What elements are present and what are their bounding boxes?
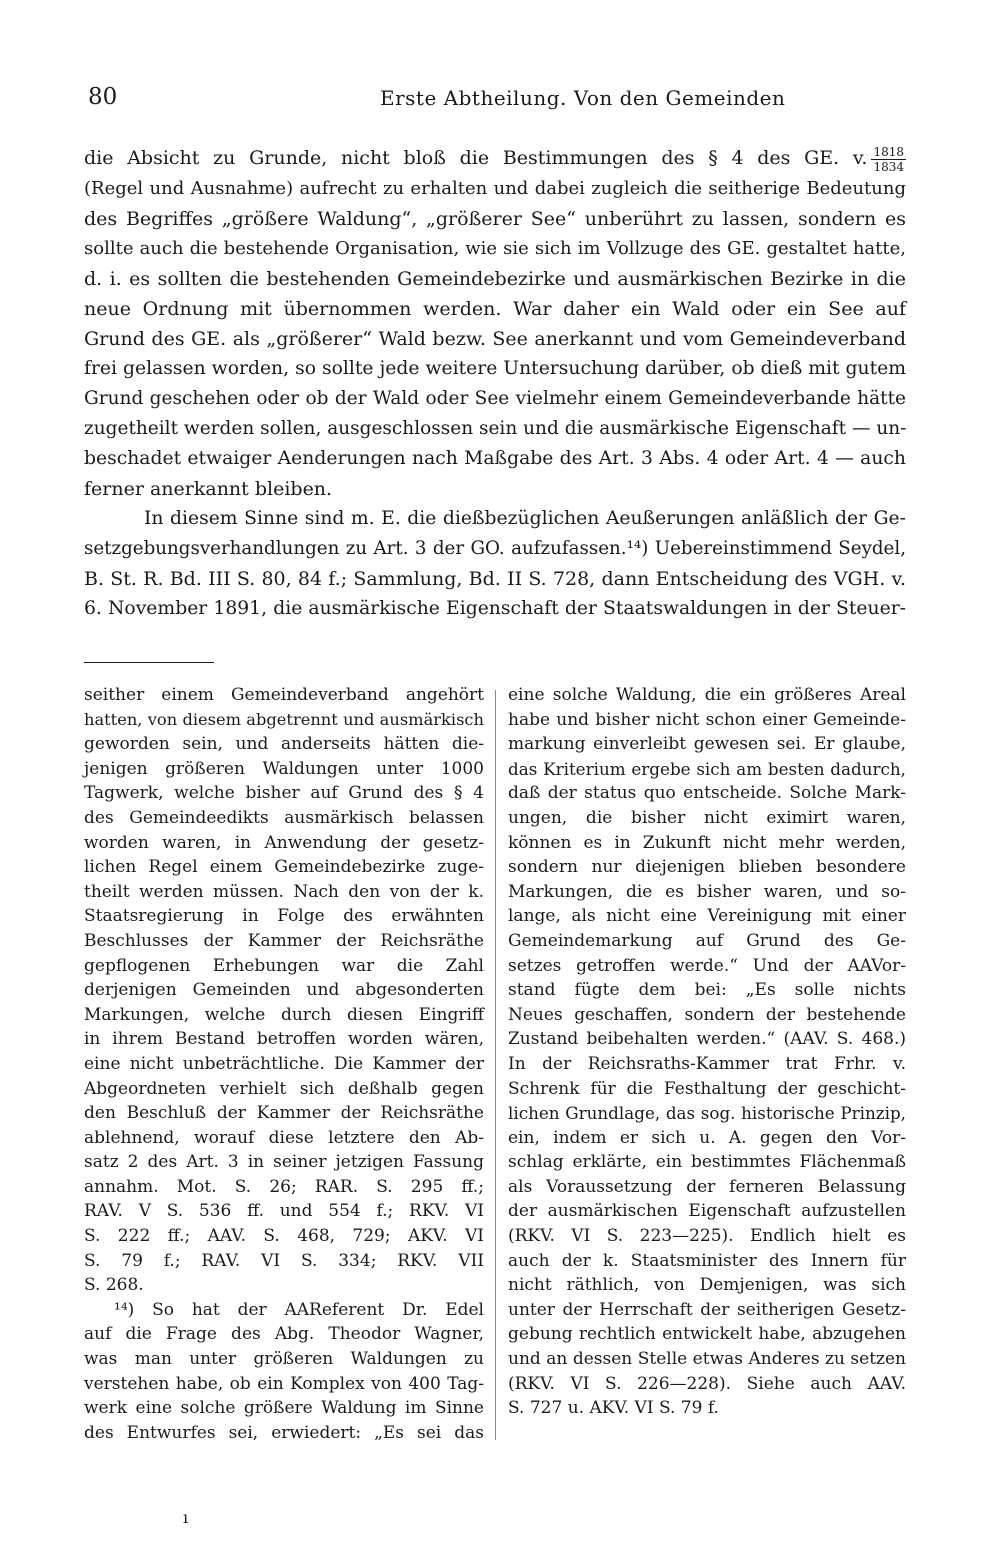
text-line: [84, 143, 906, 174]
text-line: neue Ordnung mit übernommen werden. War daher ein Wald oder ein See auf: [84, 297, 906, 320]
footnote-line: lange, als nicht eine Vereinigung mit einer: [508, 906, 906, 927]
footnote-column-right: [508, 683, 906, 1421]
footnote-line: unter der Herrschaft der seitherigen Gesetz-: [508, 1299, 906, 1320]
footnote-line: eine nicht unbeträchtliche. Die Kammer der: [84, 1053, 484, 1074]
footnote-line: S. 222 ff.; AAV. S. 468, 729; AKV. VI: [84, 1226, 484, 1247]
text-line: setzgebungsverhandlungen zu Art. 3 der GO. aufzufassen.¹⁴) Uebereinstimmend Seydel,: [84, 537, 906, 559]
footnote-line: den Beschluß der Kammer der Reichsräthe: [84, 1103, 484, 1124]
footnote-line: verstehen habe, ob ein Komplex von 400 Tag-: [84, 1373, 484, 1394]
footnote-line: des Gemeindeedikts ausmärkisch belassen: [84, 807, 484, 828]
text-line: B. St. R. Bd. III S. 80, 84 f.; Sammlung, Bd. II S. 728, dann Entscheidung des VGH. v.: [84, 567, 906, 590]
footnote-line: habe und bisher nicht schon einer Gemeinde-: [508, 709, 906, 730]
footnote-line: Tagwerk, welche bisher auf Grund des § 4: [84, 783, 484, 804]
footnote-line: nicht räthlich, von Demjenigen, was sich: [508, 1275, 906, 1296]
text-line-content: die Absicht zu Grunde, nicht bloß die Bestimmungen des § 4 des GE. v.: [84, 147, 868, 169]
column-divider: [495, 690, 496, 1440]
footnote-line: hatten, von diesem abgetrennt und ausmärkisch: [84, 709, 484, 729]
text-line: (Regel und Ausnahme) aufrecht zu erhalten und dabei zugleich die seitherige Bedeutung: [84, 177, 906, 199]
footnote-line: Neues geschaffen, sondern der bestehende: [508, 1004, 906, 1025]
footnote-line: und an dessen Stelle etwas Anderes zu setzen: [508, 1349, 906, 1370]
footnote-line: annahm. Mot. S. 26; RAR. S. 295 ff.;: [84, 1176, 484, 1197]
footnote-line: auf die Frage des Abg. Theodor Wagner,: [84, 1324, 484, 1345]
page-number: 80: [88, 84, 118, 110]
footnote-line: können es in Zukunft nicht mehr werden,: [508, 832, 906, 853]
footnote-line: In der Reichsraths-Kammer trat Frhr. v.: [508, 1053, 906, 1074]
running-title: Erste Abtheilung. Von den Gemeinden: [380, 86, 786, 110]
footnote-line: werk eine solche größere Waldung im Sinne: [84, 1398, 484, 1419]
footnote-line: schlag erklärte, ein bestimmtes Flächenmaß: [508, 1152, 906, 1173]
fraction-numerator: 1818: [873, 144, 904, 159]
text-line: frei gelassen worden, so sollte jede weitere Untersuchung darüber, ob dieß mit gutem: [84, 357, 906, 379]
footnote-line: markung einverleibt gewesen sei. Er glaube,: [508, 734, 906, 755]
footnote-line: des Entwurfes sei, erwiedert: „Es sei das: [84, 1422, 484, 1443]
text-line: des Begriffes „größere Waldung“, „größerer See“ unberührt zu lassen, sondern es: [84, 207, 906, 230]
footnote-line: setzes getroffen werde.“ Und der AAVor-: [508, 955, 906, 976]
text-line: Grund des GE. als „größerer“ Wald bezw. See anerkannt und vom Gemeindeverband: [84, 327, 906, 350]
footnote-line: ein, indem er sich u. A. gegen den Vor-: [508, 1127, 906, 1148]
footnote-line: Zustand beibehalten werden.“ (AAV. S. 468.): [508, 1029, 906, 1050]
footnote-line: was man unter größeren Waldungen zu: [84, 1349, 484, 1370]
footnote-line: der ausmärkischen Eigenschaft aufzustellen: [508, 1201, 906, 1222]
footnote-line: lichen Regel einem Gemeindebezirke zuge-: [84, 857, 484, 878]
footnote-line: stand fügte dem bei: „Es solle nichts: [508, 980, 906, 1001]
printer-mark: ı: [183, 1508, 189, 1527]
footnote-line: RAV. V S. 536 ff. und 554 f.; RKV. VI: [84, 1201, 484, 1222]
footnote-line: als Voraussetzung der ferneren Belassung: [508, 1176, 906, 1197]
footnote-line: gepflogenen Erhebungen war die Zahl: [84, 955, 484, 976]
footnote-line: Gemeindemarkung auf Grund des Ge-: [508, 930, 906, 951]
footnote-separator: [84, 662, 214, 663]
text-line: In diesem Sinne sind m. E. die dießbezüglichen Aeußerungen anläßlich der Ge-: [144, 507, 906, 529]
footnote-line: derjenigen Gemeinden und abgesonderten: [84, 980, 484, 1001]
text-line: beschadet etwaiger Aenderungen nach Maßgabe des Art. 3 Abs. 4 oder Art. 4 — auch: [84, 447, 906, 469]
footnote-line: Schrenk für die Festhaltung der geschicht-: [508, 1078, 906, 1099]
footnote-line: S. 727 u. AKV. VI S. 79 f.: [508, 1398, 719, 1419]
footnote-line: (RKV. VI S. 223—225). Endlich hielt es: [508, 1226, 906, 1247]
text-line: sollte auch die bestehende Organisation, wie sie sich im Vollzuge des GE. gestaltet hatte,: [84, 237, 906, 259]
footnote-line: ablehnend, worauf diese letztere den Ab-: [84, 1127, 484, 1148]
footnote-line: satz 2 des Art. 3 in seiner jetzigen Fassung: [84, 1152, 484, 1173]
footnote-line: Beschlusses der Kammer der Reichsräthe: [84, 930, 484, 951]
footnote-line: auch der k. Staatsminister des Innern für: [508, 1250, 906, 1271]
footnote-line: Staatsregierung in Folge des erwähnten: [84, 906, 484, 927]
footnote-line: daß der status quo entscheide. Solche Mark-: [508, 783, 906, 804]
footnote-line: Abgeordneten verhielt sich deßhalb gegen: [84, 1078, 484, 1099]
text-line: 6. November 1891, die ausmärkische Eigenschaft der Staatswaldungen in der Steuer-: [84, 597, 906, 619]
footnote-line: theilt werden müssen. Nach den von der k.: [84, 881, 484, 902]
footnote-line: das Kriterium ergebe sich am besten dadurch,: [508, 758, 906, 779]
footnote-line: lichen Grundlage, das sog. historische Prinzip,: [508, 1103, 906, 1124]
footnote-14-start: ¹⁴) So hat der AAReferent Dr. Edel: [114, 1299, 484, 1320]
footnote-line: Markungen, welche durch diesen Eingriff: [84, 1004, 484, 1025]
text-line: zugetheilt werden sollen, ausgeschlossen sein und die ausmärkische Eigenschaft — un-: [84, 417, 907, 439]
footnote-line: ungen, die bisher nicht eximirt waren,: [508, 807, 906, 828]
footnote-line: jenigen größeren Waldungen unter 1000: [84, 758, 484, 779]
footnote-line: Markungen, die es bisher waren, und so-: [508, 881, 906, 902]
footnote-line: in ihrem Bestand betroffen worden wären,: [84, 1029, 484, 1050]
footnote-line: gebung rechtlich entwickelt habe, abzugehen: [508, 1324, 906, 1345]
footnote-line: geworden sein, und anderseits hätten die-: [84, 734, 484, 755]
footnote-line: sondern nur diejenigen blieben besondere: [508, 857, 906, 878]
fraction-denominator: 1834: [873, 159, 904, 174]
text-line: d. i. es sollten die bestehenden Gemeindebezirke und ausmärkischen Bezirke in die: [84, 267, 906, 290]
date-fraction: [871, 145, 906, 174]
footnote-line: S. 79 f.; RAV. VI S. 334; RKV. VII: [84, 1250, 484, 1271]
footnote-line: (RKV. VI S. 226—228). Siehe auch AAV.: [508, 1373, 906, 1394]
text-line: ferner anerkannt bleiben.: [84, 477, 333, 500]
footnote-line: eine solche Waldung, die ein größeres Areal: [508, 685, 906, 705]
footnote-line: worden waren, in Anwendung der gesetz-: [84, 832, 484, 853]
page-header: [80, 84, 910, 116]
main-text: [84, 143, 906, 624]
footnote-line: S. 268.: [84, 1275, 144, 1296]
text-line: Grund geschehen oder ob der Wald oder See vielmehr einem Gemeindeverbande hätte: [84, 387, 906, 409]
footnote-column-left: [84, 683, 484, 1445]
footnote-line: seither einem Gemeindeverband angehört: [84, 685, 484, 705]
